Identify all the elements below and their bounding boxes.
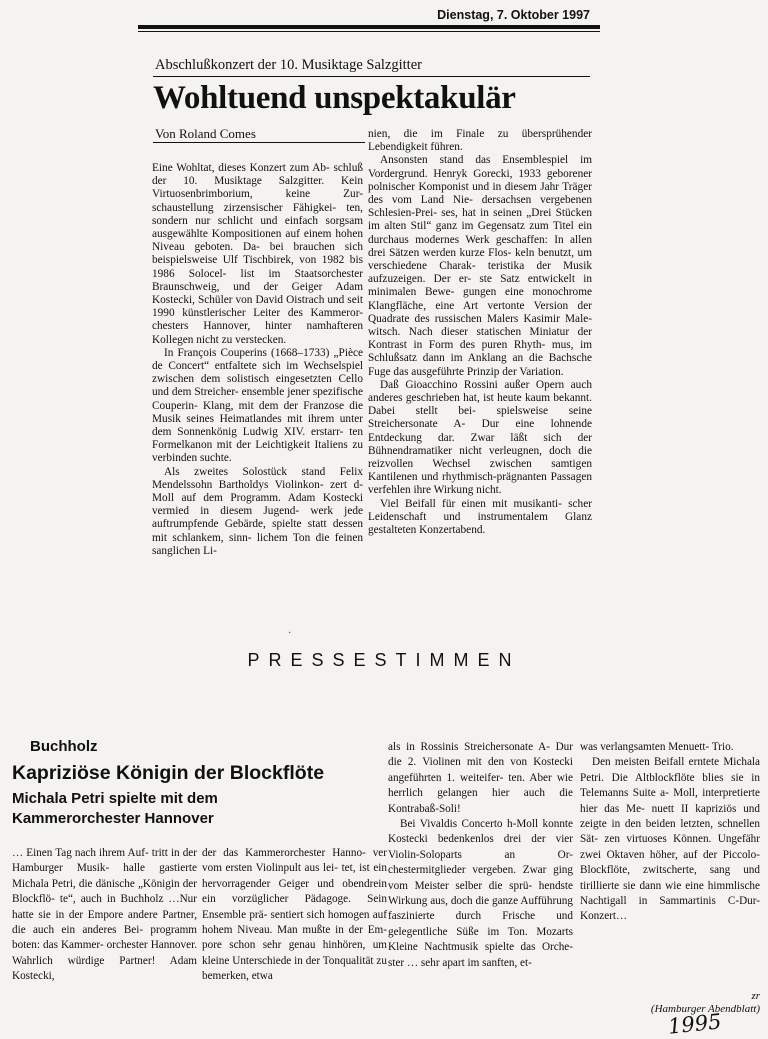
header-rule-thin [138,31,600,32]
paragraph: Als zweites Solostück stand Felix Mendelssohn Bartholdys Violinkon- zert d-Moll auf dem Programm. Adam Kostecki vermied in diesem Jugend- werk jede auftrumpfende Gebärde, spielte statt dessen mit schlankem, sinn- lichem Ton die feinen sanglichen Li- [152,465,363,557]
author-initials: zr [751,990,760,1002]
paragraph: Bei Vivaldis Concerto h-Moll konnte Kostecki bedenkenlos drei der vier Violin-Soloparts an Or- chestermitglieder vergeben. Zwar ging vom Meister selber die sprü- hendste Wirkung aus, doch die ganze Aufführung faszinierte durch Frische und gelegentliche Süße im Ton. Mozarts Kleine Nachtmusik spielte das Orche- ster … sehr apart im sanften, et- [388,818,573,969]
section-title: PRESSESTIMMEN [247,650,521,670]
article-byline: Von Roland Comes [155,126,256,141]
paragraph: Ansonsten stand das Ensemblespiel im Vordergrund. Henryk Gorecki, 1933 geborener polnischer Komponist und in diesem Jahr Träger des vom Land Nie- dersachsen vergebenen Schlesien-Prei- ses, hat in seinen „Drei Stücken im alten Stil“ ganz im Gegensatz zum Titel ein durchaus modernes Werk geschaffen: In allen drei Sätzen werden kurze Flos- keln benutzt, um verschiedene Charak- teristika der Musik aufzuzeigen. Der er- ste Satz entwickelt in minimalen Bewe- gungen eine monochrome Klangfläche, eine Art vertonte Version der Quadrate des russischen Malers Kasimir Male- witsch. Nach dieser statischen Miniatur der Kontrast in Form des puren Rhyth- mus, im Schlußsatz dann im Anklang an die Bachsche Fuge das ausgeführte Prinzip der Variation. [368,154,592,378]
paragraph: In François Couperins (1668–1733) „Pièce de Concert“ entfaltete sich im Wechselspiel zwischen dem solistisch eingesetzten Cello und dem Streicher- ensemble jener spezifische Couperin- Klang, mit dem der Franzose die Musik seines Heimatlandes mit ihrem unter dem Sonnenkönig Ludwig XIV. erstarr- ten Formelkanon mit der Leichtigkeit Italiens zu verbinden suchte. [152,346,363,465]
article2-column-4 [580,740,760,925]
paragraph: Eine Wohltat, dieses Konzert zum Ab- schluß der 10. Musiktage Salzgitter. Kein Virtuosenbrimborium, keine Zur- schaustellung zirzensischer Fähigkei- ten, sondern nur schlicht und einfach sorgsam ausgewählte Kompositionen auf einem hohen Niveau geboten. Da- bei brauchen sich beispielsweise Ulf Tischbirek, von 1982 bis 1986 Solocel- list im Staatsorchester Braunschweig, und der Geiger Adam Kostecki, Schüler von David Oistrach und seit 1990 künstlerischer Leiter des Kammeror- chesters Hannover, hinter namhafteren Kollegen nicht zu verstecken. [152,162,363,346]
article-column-2 [368,128,592,537]
article2-column-1 [12,846,197,985]
paragraph: Den meisten Beifall erntete Michala Petri. Die Altblockflöte blies sie in Telemanns Suite a- Moll, interpretierte hier das Me- nuett II kapriziös und zeigte in den beiden letzten, schnellen Sät- zen virtuoses Können. Ungefähr zwei Oktaven höher, auf der Piccolo-Blockflöte, zwitscherte, sang und tirillierte sie dann wie eine himmlische Nachtigall in Sammartinis C-Dur-Konzert… [580,756,760,923]
paragraph: Viel Beifall für einen mit musikanti- scher Leidenschaft und instrumentalem Glanz gestalteten Konzertabend. [368,497,592,537]
paragraph: … Einen Tag nach ihrem Auf- tritt in der Hamburger Musik- halle gastierte Michala Petri, die dänische „Königin der Blockflö- te“, auch in Buchholz …Nur hatte sie in der Empore andere Partner, die auch ein anderes Bei- programm boten: das Kammer- orchester Hannover. Wahrlich würdige Partner! Adam Kostecki, [12,847,197,983]
article2-column-3 [388,740,573,971]
header-rule-thick [138,25,600,29]
article2-subhead: Michala Petri spielte mit dem Kammerorchester Hannover [12,790,218,827]
article-kicker: Abschlußkonzert der 10. Musiktage Salzgitter [155,57,422,73]
kicker-rule [153,76,590,77]
article-column-1 [152,162,363,558]
speck-mark: · [288,628,292,639]
paragraph: Daß Gioacchino Rossini außer Opern auch anderes geschrieben hat, ist heute kaum bekannt. Dabei stellt bei- spielsweise seine Streichersonate A- Dur eine lohnende Entdeckung dar. Zwar läßt sich der Bühnendramatiker nicht verleugnen, doch die reizvollen Wechsel zwischen samtigen Kantilenen und rhythmisch-prägnanten Passagen verfehlen ihre Wirkung nicht. [368,378,592,497]
issue-date: Dienstag, 7. Oktober 1997 [437,8,590,22]
article-headline: Wohltuend unspektakulär [153,80,516,116]
paragraph: als in Rossinis Streichersonate A- Dur die 2. Violinen mit den von Kostecki angeführten 1. weiteifer- ten. Aber wie herrlich gelangen hier auch die Kontrabaß-Soli! [388,741,573,815]
paragraph: was verlangsamten Menuett- Trio. [580,741,734,753]
byline-rule [153,142,365,143]
handwritten-year: 1995 [666,1009,723,1039]
paragraph: der das Kammerorchester Hanno- ver vom ersten Violinpult aus lei- tet, ist ein hervorragender Geiger und obendrein ein vorzüglicher Pädagoge. Sein Ensemble prä- sentiert sich homogen auf hohem Niveau. Man mußte in der Em- pore schon sehr genau hinhören, um kleine Unterschiede in der Tonqualität zu bemerken, etwa [202,847,387,983]
source-credit: (Hamburger Abendblatt) [650,1003,760,1015]
article-location: Buchholz [30,738,98,755]
article2-headline: Kapriziöse Königin der Blockflöte [12,762,325,784]
paragraph: nien, die im Finale zu übersprühender Lebendigkeit führen. [368,128,592,154]
article2-column-2 [202,846,387,985]
